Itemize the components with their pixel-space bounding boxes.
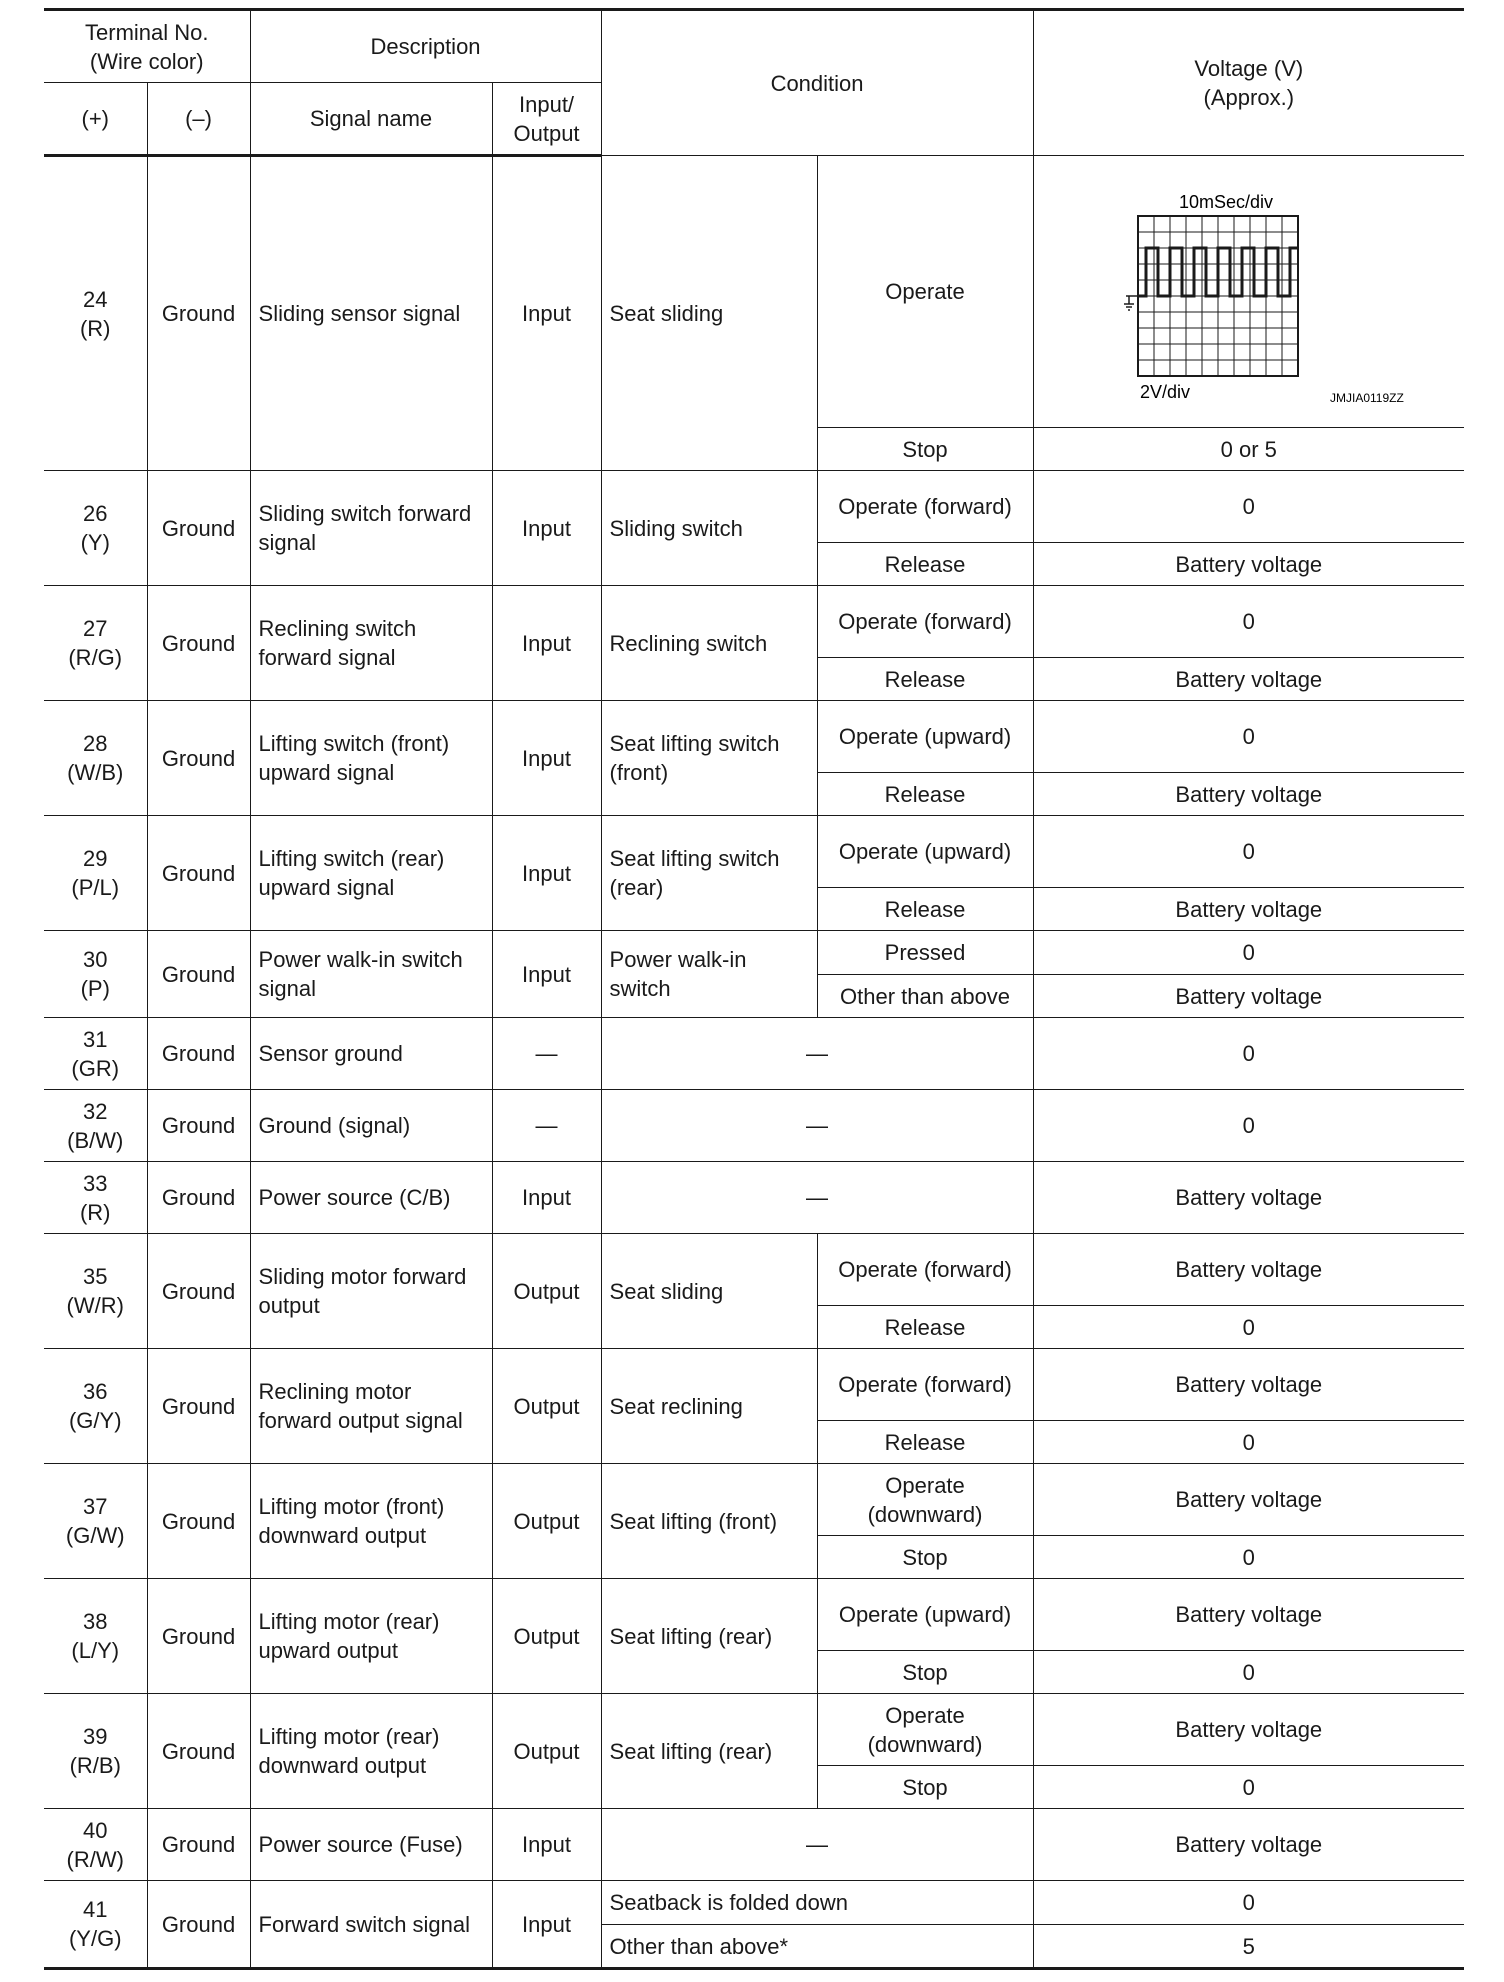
terminal-number: 37	[83, 1494, 108, 1519]
terminal-cell	[44, 931, 147, 1018]
wire-color: (L/Y)	[71, 1638, 120, 1663]
voltage-cell: 0	[1033, 1881, 1464, 1925]
state-cell: Operate (downward)	[817, 1464, 1033, 1536]
square-wave-trace	[1138, 248, 1298, 296]
table-row	[44, 701, 1464, 773]
table-row	[44, 156, 1464, 428]
state-cell: Pressed	[817, 931, 1033, 975]
terminal-cell	[44, 1162, 147, 1234]
state-cell: Other than above	[817, 975, 1033, 1018]
io-cell: Input	[492, 1809, 601, 1881]
table-row	[44, 1349, 1464, 1421]
state-cell: Operate (upward)	[817, 816, 1033, 888]
condition-cell: Power walk-in switch	[601, 931, 817, 1018]
io-cell: Input	[492, 471, 601, 586]
state-cell: Operate (downward)	[817, 1694, 1033, 1766]
condition-cell: —	[601, 1090, 1033, 1162]
terminal-cell	[44, 1464, 147, 1579]
minus-cell: Ground	[147, 1018, 250, 1090]
terminal-cell	[44, 701, 147, 816]
state-cell: Release	[817, 1421, 1033, 1464]
wire-color: (B/W)	[67, 1127, 124, 1153]
terminal-cell	[44, 816, 147, 931]
table-row	[44, 1694, 1464, 1766]
minus-cell: Ground	[147, 816, 250, 931]
header-input-output	[492, 83, 601, 156]
io-cell: Output	[492, 1579, 601, 1694]
scope-image-code: JMJIA0119ZZ	[1329, 391, 1404, 405]
table-row	[44, 1809, 1464, 1881]
condition-cell: Seat sliding	[601, 1234, 817, 1349]
voltage-cell: Battery voltage	[1033, 1349, 1464, 1421]
wire-color: (Y/G)	[68, 1926, 122, 1951]
table-row	[44, 1162, 1464, 1234]
state-cell: Release	[817, 1306, 1033, 1349]
io-cell: Input	[492, 931, 601, 1018]
condition-cell: Reclining switch	[601, 586, 817, 701]
terminal-number: 40	[83, 1817, 108, 1843]
header-condition: Condition	[601, 10, 1033, 156]
terminal-number: 27	[83, 616, 108, 641]
wire-color: (R)	[79, 315, 111, 341]
wire-color: (R/G)	[68, 645, 123, 670]
io-cell: Output	[492, 1694, 601, 1809]
header-plus: (+)	[44, 83, 147, 156]
signal-name-cell: Reclining motor forward output signal	[250, 1349, 492, 1464]
table-row	[44, 931, 1464, 975]
minus-cell: Ground	[147, 156, 250, 471]
io-cell: Input	[492, 156, 601, 471]
table-row	[44, 471, 1464, 543]
signal-name-cell: Lifting motor (front) downward output	[250, 1464, 492, 1579]
condition-cell: Seat sliding	[601, 156, 817, 471]
state-cell: Operate	[817, 156, 1033, 428]
wire-color: (R/W)	[66, 1846, 124, 1872]
minus-cell: Ground	[147, 701, 250, 816]
voltage-cell: 5	[1033, 1925, 1464, 1969]
terminal-number: 36	[83, 1379, 108, 1404]
table-row	[44, 1018, 1464, 1090]
signal-name-cell: Forward switch signal	[250, 1881, 492, 1969]
voltage-cell: 0	[1033, 586, 1464, 658]
state-cell: Operate (forward)	[817, 471, 1033, 543]
state-cell: Stop	[817, 1536, 1033, 1579]
signal-name-cell: Power source (Fuse)	[250, 1809, 492, 1881]
condition-cell: Other than above*	[601, 1925, 1033, 1969]
oscilloscope-waveform	[1034, 156, 1464, 420]
minus-cell: Ground	[147, 586, 250, 701]
terminal-number: 33	[83, 1170, 108, 1196]
voltage-cell: 0	[1033, 931, 1464, 975]
header-description: Description	[250, 10, 601, 83]
voltage-cell: 0	[1033, 1018, 1464, 1090]
header-io-label-1: Input/	[519, 91, 575, 117]
signal-name-cell: Lifting motor (rear) upward output	[250, 1579, 492, 1694]
io-cell: —	[492, 1090, 601, 1162]
minus-cell: Ground	[147, 931, 250, 1018]
state-cell: Operate (upward)	[817, 1579, 1033, 1651]
terminal-cell	[44, 1694, 147, 1809]
header-voltage-label: Voltage (V)	[1194, 56, 1304, 81]
header-voltage-approx-label: (Approx.)	[1203, 85, 1295, 110]
state-cell: Operate (upward)	[817, 701, 1033, 773]
header-voltage	[1033, 10, 1464, 156]
minus-cell: Ground	[147, 1694, 250, 1809]
ground-symbol-icon	[1124, 296, 1138, 310]
condition-cell: Seat lifting switch (rear)	[601, 816, 817, 931]
voltage-cell: Battery voltage	[1033, 543, 1464, 586]
voltage-cell: 0	[1033, 1306, 1464, 1349]
scope-volt-div: 2V/div	[1139, 382, 1190, 402]
header-terminal-no-label: Terminal No.	[85, 19, 209, 45]
terminal-number: 29	[83, 846, 108, 871]
voltage-cell-waveform	[1033, 156, 1464, 428]
terminal-cell	[44, 1349, 147, 1464]
io-cell: Input	[492, 816, 601, 931]
voltage-cell: 0	[1033, 471, 1464, 543]
condition-cell: Seat lifting (rear)	[601, 1579, 817, 1694]
state-cell: Stop	[817, 1766, 1033, 1809]
terminal-number: 35	[83, 1264, 108, 1289]
minus-cell: Ground	[147, 1809, 250, 1881]
terminal-number: 28	[83, 731, 108, 756]
io-cell: Output	[492, 1349, 601, 1464]
io-cell: Output	[492, 1234, 601, 1349]
terminal-cell	[44, 1090, 147, 1162]
terminal-number: 38	[83, 1609, 108, 1634]
minus-cell: Ground	[147, 1234, 250, 1349]
terminal-cell	[44, 471, 147, 586]
signal-name-cell: Sensor ground	[250, 1018, 492, 1090]
voltage-cell: 0	[1033, 701, 1464, 773]
wire-color: (W/R)	[66, 1293, 124, 1318]
state-cell: Stop	[817, 428, 1033, 471]
table-row	[44, 1881, 1464, 1925]
wire-color: (G/W)	[65, 1523, 125, 1548]
terminal-number: 39	[83, 1724, 108, 1749]
io-cell: Input	[492, 1162, 601, 1234]
voltage-cell: 0	[1033, 1090, 1464, 1162]
voltage-cell: Battery voltage	[1033, 1694, 1464, 1766]
terminal-cell	[44, 1809, 147, 1881]
condition-cell: —	[601, 1018, 1033, 1090]
terminal-cell	[44, 1881, 147, 1969]
signal-name-cell: Sliding sensor signal	[250, 156, 492, 471]
condition-cell: —	[601, 1162, 1033, 1234]
voltage-cell: Battery voltage	[1033, 1162, 1464, 1234]
state-cell: Release	[817, 658, 1033, 701]
minus-cell: Ground	[147, 1162, 250, 1234]
terminal-number: 32	[83, 1098, 108, 1124]
terminal-number: 41	[83, 1897, 108, 1922]
terminal-number: 24	[83, 286, 108, 312]
table-row	[44, 1579, 1464, 1651]
voltage-cell: Battery voltage	[1033, 1809, 1464, 1881]
minus-cell: Ground	[147, 1464, 250, 1579]
terminal-table	[44, 8, 1464, 1970]
minus-cell: Ground	[147, 1579, 250, 1694]
voltage-cell: 0	[1033, 1651, 1464, 1694]
signal-name-cell: Sliding switch forward signal	[250, 471, 492, 586]
voltage-cell: Battery voltage	[1033, 658, 1464, 701]
table-row	[44, 1090, 1464, 1162]
voltage-cell: Battery voltage	[1033, 1234, 1464, 1306]
signal-name-cell: Power walk-in switch signal	[250, 931, 492, 1018]
signal-name-cell: Lifting switch (rear) upward signal	[250, 816, 492, 931]
terminal-number: 31	[83, 1026, 108, 1052]
terminal-cell	[44, 156, 147, 471]
voltage-cell: 0	[1033, 1536, 1464, 1579]
header-wire-color-label: (Wire color)	[89, 48, 204, 74]
voltage-cell: 0	[1033, 1421, 1464, 1464]
condition-cell: Seat reclining	[601, 1349, 817, 1464]
minus-cell: Ground	[147, 1349, 250, 1464]
scope-time-div: 10mSec/div	[1178, 192, 1273, 212]
voltage-cell: Battery voltage	[1033, 888, 1464, 931]
state-cell: Stop	[817, 1651, 1033, 1694]
terminal-cell	[44, 1234, 147, 1349]
condition-cell: Seat lifting (front)	[601, 1464, 817, 1579]
state-cell: Operate (forward)	[817, 1349, 1033, 1421]
wire-color: (Y)	[80, 530, 110, 555]
signal-name-cell: Power source (C/B)	[250, 1162, 492, 1234]
voltage-cell: Battery voltage	[1033, 1464, 1464, 1536]
condition-cell: —	[601, 1809, 1033, 1881]
terminal-number: 26	[83, 501, 108, 526]
signal-name-cell: Lifting motor (rear) downward output	[250, 1694, 492, 1809]
io-cell: —	[492, 1018, 601, 1090]
table-row	[44, 816, 1464, 888]
condition-cell: Seat lifting switch (front)	[601, 701, 817, 816]
state-cell: Operate (forward)	[817, 586, 1033, 658]
table-row	[44, 1464, 1464, 1536]
condition-cell: Seat lifting (rear)	[601, 1694, 817, 1809]
header-terminal-no	[44, 10, 250, 83]
terminal-cell	[44, 586, 147, 701]
wire-color: (GR)	[71, 1055, 120, 1081]
io-cell: Input	[492, 586, 601, 701]
voltage-cell: 0 or 5	[1033, 428, 1464, 471]
wire-color: (W/B)	[67, 760, 124, 785]
header-minus: (–)	[147, 83, 250, 156]
wire-color: (G/Y)	[68, 1408, 122, 1433]
wire-color: (P/L)	[71, 875, 120, 900]
terminal-number: 30	[83, 947, 108, 972]
wire-color: (R)	[79, 1199, 111, 1225]
terminal-cell	[44, 1018, 147, 1090]
terminal-cell	[44, 1579, 147, 1694]
signal-name-cell: Lifting switch (front) upward signal	[250, 701, 492, 816]
table-row	[44, 586, 1464, 658]
header-io-label-2: Output	[513, 120, 580, 146]
signal-name-cell: Reclining switch forward signal	[250, 586, 492, 701]
signal-name-cell: Sliding motor forward output	[250, 1234, 492, 1349]
wire-color: (P)	[80, 976, 110, 1001]
condition-cell: Sliding switch	[601, 471, 817, 586]
condition-cell: Seatback is folded down	[601, 1881, 1033, 1925]
io-cell: Output	[492, 1464, 601, 1579]
signal-name-cell: Ground (signal)	[250, 1090, 492, 1162]
state-cell: Release	[817, 543, 1033, 586]
io-cell: Input	[492, 1881, 601, 1969]
state-cell: Release	[817, 888, 1033, 931]
state-cell: Operate (forward)	[817, 1234, 1033, 1306]
state-cell: Release	[817, 773, 1033, 816]
voltage-cell: 0	[1033, 1766, 1464, 1809]
voltage-cell: 0	[1033, 816, 1464, 888]
header-signal-name: Signal name	[250, 83, 492, 156]
table-row	[44, 1234, 1464, 1306]
wire-color: (R/B)	[69, 1753, 121, 1778]
voltage-cell: Battery voltage	[1033, 1579, 1464, 1651]
voltage-cell: Battery voltage	[1033, 773, 1464, 816]
minus-cell: Ground	[147, 1881, 250, 1969]
minus-cell: Ground	[147, 1090, 250, 1162]
voltage-cell: Battery voltage	[1033, 975, 1464, 1018]
io-cell: Input	[492, 701, 601, 816]
minus-cell: Ground	[147, 471, 250, 586]
